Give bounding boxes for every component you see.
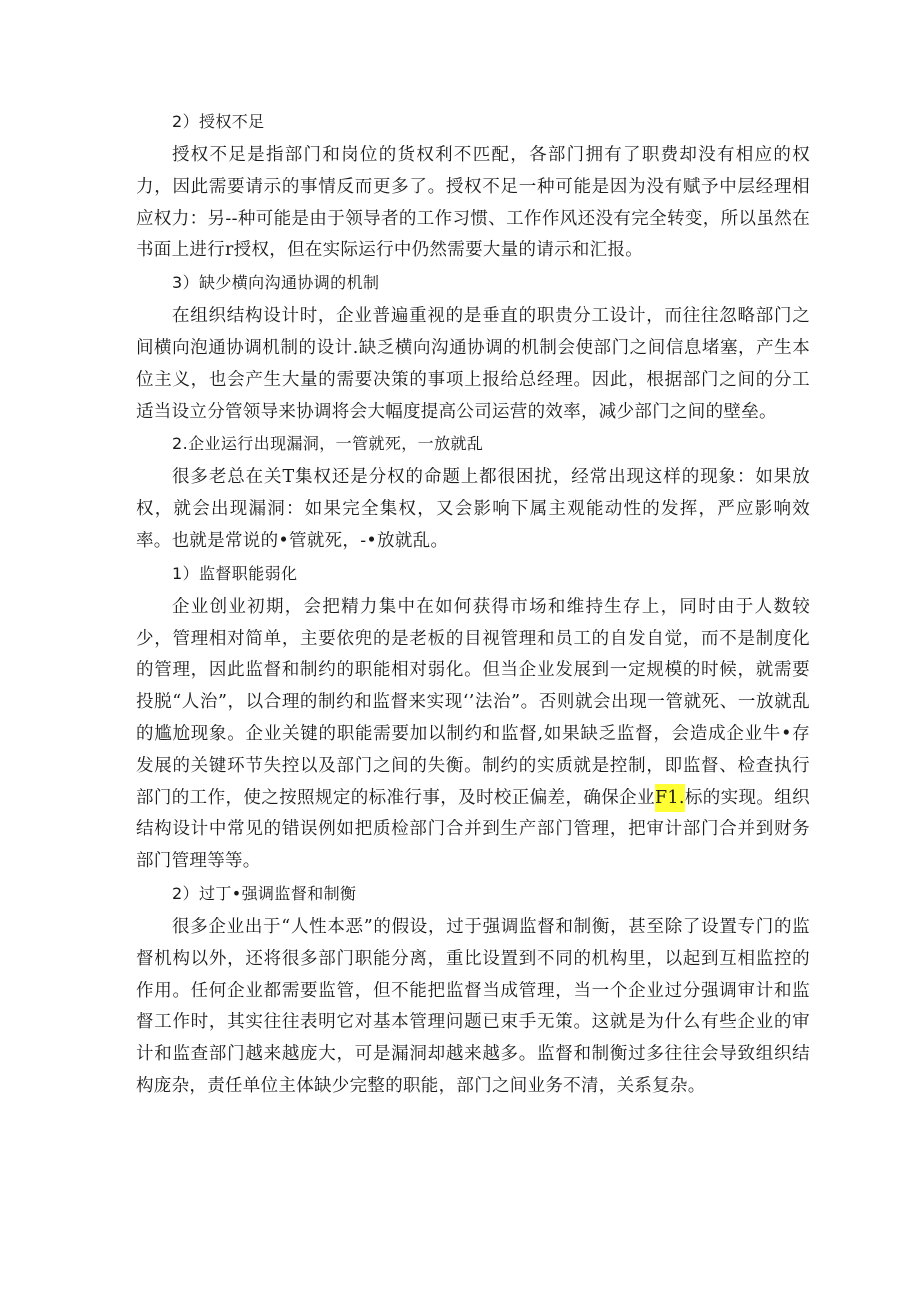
section-heading: 2）授权不足 [172,112,265,131]
section-paragraph: 很多企业出于“人性本恶”的假设，过于强调监督和制衡，甚至除了设置专门的监督机构以外，还将很多部门职能分离，重比设置到不同的机构里，以起到互相监控的作用。任何企业都需要监管，但不能把监督当成管理，当一个企业过分强调审计和监督工作时，其实往往表明它对基本管理问题已束手无策。这就是为什么有些企业的审计和监查部门越来越庞大，可是漏洞却越来越多。监督和制衡过多往往会导致组织结构庞杂，责任单位主体缺少完整的职能，部门之间业务不清，关系复杂。 [136,916,810,1096]
section-heading: 2.企业运行出现漏洞，一管就死，一放就乱 [172,434,484,454]
section-heading: 1）监督职能弱化 [172,563,298,583]
section-paragraph [136,592,810,878]
section-paragraph: 在组织结构设计时，企业普遍重视的是垂直的职贵分工设计，而往往忽略部门之间横向泡通协调机制的设计.缺乏横向沟通协调的机制会使部门之间信息堵塞，产生本位主义，也会产生大量的需要决策的事项上报给总经理。因此，根据部门之间的分工适当设立分管领导来协调将会大幅度提高公司运营的效率，减少部门之间的壁垒。 [136,306,810,422]
section-paragraph: 很多老总在关T集权还是分权的命题上都很困扰，经常出现这样的现象：如果放权，就会出现漏洞：如果完全集权，又会影响下属主观能动性的发挥，严应影响效率。也就是常说的•管就死，-•放就乱。 [136,467,810,551]
section-paragraph: 授权不足是指部门和岗位的货权利不匹配，各部门拥有了职费却没有相应的权力，因此需要请示的事情反而更多了。授权不足一种可能是因为没有赋予中层经理相应权力：另--种可能是由于领导者的工作习惯、工作作风还没有完全转变，所以虽然在书面上进行r授权，但在实际运行中仍然需要大量的请示和汇报。 [136,145,810,261]
paragraph-text-before-highlight: 企业创业初期，会把精力集中在如何获得市场和维持生存上，同时由于人数较少，管理相对简单，主要依兜的是老板的目视管理和员工的自发自觉，而不是制度化的管理，因此监督和制约的职能相对弱化。但当企业发展到一定规模的时候，就需要投脱“人治”，以合理的制约和监督来实现‘’法治”。否则就会出现一管就死、一放就乱的尴尬现象。企业关键的职能需要加以制约和监督,如果缺乏监督，会造成企业牛•存发展的关键环节失控以及部门之间的失衡。制约的实质就是控制，即监督、检查执行部门的工作，使之按照规定的标准行事，及时校正偏差，确保企业 [136,596,810,808]
section-heading: 2）过丁•强调监督和制衡 [172,883,357,903]
highlighted-text: F1. [655,784,685,812]
section-heading: 3）缺少横向沟通协调的机制 [172,273,380,293]
paragraph-text-after-highlight: 标的实现。组织结构设计中常见的错误例如把质检部门合并到生产部门管理，把审计部门合并到财务部门管理等等。 [136,787,810,872]
